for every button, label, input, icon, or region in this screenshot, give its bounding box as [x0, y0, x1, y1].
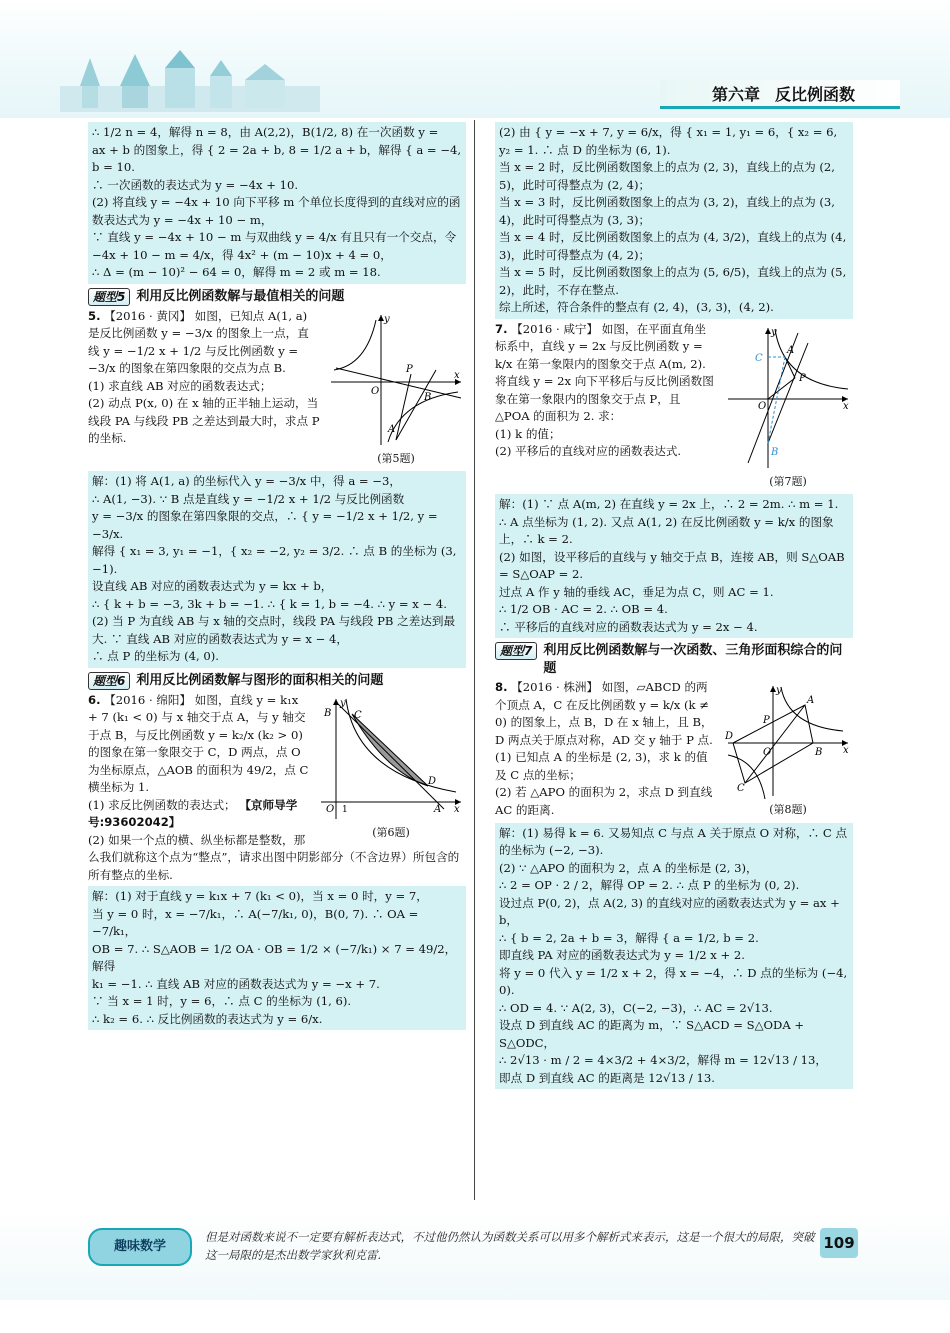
figure-7: [723, 323, 853, 491]
svg-text:y: y: [340, 697, 346, 709]
problem-text: (1) 已知点 A 的坐标是 (2, 3)，求 k 的值及 C 点的坐标；: [495, 750, 708, 782]
svg-text:A: A: [434, 803, 442, 815]
problem-text: (2) 若 △APO 的面积为 2，求点 D 到直线 AC 的距离.: [495, 785, 713, 817]
figure-caption: (第5题): [377, 451, 415, 465]
svg-text:B: B: [324, 707, 332, 719]
problem-text: 如图，▱ABCD 的两个顶点 A，C 在反比例函数 y = k/x (k ≠ 0) 的图象上，点 B，D 在 x 轴上，且 B，D 两点关于原点对称，AD 交 y 轴于 P 点.: [495, 680, 713, 747]
solution-continued: [88, 122, 466, 284]
section-title: 利用反比例函数解与图形的面积相关的问题: [136, 672, 384, 688]
castle-skyline-icon: [60, 50, 320, 112]
footer-note: 但是对函数来说不一定要有解析表达式，不过他仍然认为函数关系可以用多个解析式来表示，这是一个很大的局限，突破这一局限的是杰出数学家狄利克雷.: [205, 1230, 815, 1262]
solution-line: 过点 A 作 y 轴的垂线 AC，垂足为点 C，则 AC = 1.: [499, 584, 774, 599]
section-tag: 题型7: [495, 642, 537, 660]
solution-line: ax + b 的图象上，得 { 2 = 2a + b, 8 = 1/2 a + b，解得 { a = −4, b = 10.: [92, 142, 462, 174]
svg-text:P: P: [406, 363, 413, 375]
solution-line: 即点 D 到直线 AC 的距离是 12√13 / 13.: [499, 1070, 715, 1085]
figure-6-graph: [316, 694, 466, 824]
svg-text:A: A: [787, 344, 795, 356]
page-number: 109: [820, 1228, 858, 1258]
problem-5: [88, 308, 466, 470]
figure-7-graph: [723, 323, 853, 473]
problem-number: 7.: [495, 321, 508, 336]
svg-text:y: y: [776, 685, 782, 696]
svg-text:C: C: [755, 352, 763, 364]
solution-line: ∴ { b = 2, 2a + b = 3，解得 { a = 1/2, b = 2.: [499, 930, 759, 945]
solution-line: (2) 将直线 y = −4x + 10 向下平移 m 个单位长度得到的直线对应的函数表达式为 y = −4x + 10 − m，: [92, 195, 461, 227]
solution-line: ∴ 一次函数的表达式为 y = −4x + 10.: [92, 177, 299, 192]
problem-7: [495, 321, 853, 493]
svg-text:y: y: [384, 313, 390, 325]
problem-source: 【2016 · 绵阳】: [104, 692, 192, 707]
section-title: 利用反比例函数解与一次函数、三角形面积综合的问题: [543, 643, 843, 676]
solution-line: ∴ 点 P 的坐标为 (4, 0).: [92, 649, 219, 663]
svg-text:P: P: [763, 715, 770, 726]
svg-text:1: 1: [342, 804, 348, 815]
solution-line: ∴ 1/2 OB · AC = 2. ∴ OB = 4.: [499, 602, 668, 616]
solution-line: ∴ A(1, −3). ∵ B 点是直线 y = −1/2 x + 1/2 与反比例函数: [92, 491, 405, 506]
solution-line: 将 y = 0 代入 y = 1/2 x + 2，得 x = −4，∴ D 点的坐标为 (−4, 0).: [499, 965, 848, 997]
svg-text:D: D: [428, 775, 437, 787]
problem-text: (1) 求直线 AB 对应的函数表达式；: [88, 378, 272, 393]
svg-text:B: B: [815, 747, 823, 758]
problem-text: (2) 平移后的直线对应的函数表达式.: [495, 444, 682, 458]
solution-line: 当 x = 4 时，反比例函数图象上的点为 (4, 3/2)，直线上的点为 (4, 3)，此时可得整点为 (4, 2)；: [499, 230, 847, 262]
figure-5-graph: [326, 310, 466, 450]
figure-8-graph: [723, 681, 853, 801]
problem-number: 8.: [495, 680, 508, 694]
figure-5: [326, 310, 466, 468]
solution-line: k₁ = −1. ∴ 直线 AB 对应的函数表达式为 y = −x + 7.: [92, 976, 380, 991]
solution-line: 设过点 P(0, 2)，点 A(2, 3) 的直线对应的函数表达式为 y = ax + b，: [499, 895, 840, 927]
problem-text: 如图，已知点 A(1, a) 是反比例函数 y = −3/x 的图象上一点，直线 y = −1/2 x + 1/2 与反比例函数 y = −3/x 的图象在第四象限的交点为点 B.: [88, 308, 309, 375]
solution-line: 当 x = 3 时，反比例函数图象上的点为 (3, 2)，直线上的点为 (3, 4)，此时可得整点为 (3, 3)；: [499, 195, 835, 227]
problem-source: 【2016 · 株洲】: [511, 680, 599, 694]
solution-line: ∴ Δ = (m − 10)² − 64 = 0，解得 m = 2 或 m = 18.: [92, 265, 381, 279]
problem-8: [495, 679, 853, 821]
svg-text:A: A: [807, 695, 815, 706]
page-header: [0, 0, 950, 118]
chapter-title: 反比例函数: [774, 85, 855, 104]
svg-text:x: x: [454, 369, 460, 381]
solution-5: [88, 471, 466, 668]
solution-line: 当 x = 2 时，反比例函数图象上的点为 (2, 3)，直线上的点为 (2, 5)，此时可得整点为 (2, 4)；: [499, 160, 835, 192]
svg-text:x: x: [843, 400, 849, 412]
problem-text: (1) k 的值；: [495, 426, 561, 441]
svg-text:P: P: [799, 372, 806, 384]
solution-line: ∴ OD = 4. ∵ A(2, 3)，C(−2, −3)，∴ AC = 2√13.: [499, 1000, 773, 1015]
svg-text:A: A: [388, 423, 396, 435]
solution-line: ∴ { k + b = −3, 3k + b = −1. ∴ { k = 1, b = −4. ∴ y = x − 4.: [92, 596, 447, 611]
solution-6: [88, 886, 466, 1030]
solution-line: ∵ 直线 y = −4x + 10 − m 与双曲线 y = 4/x 有且只有一个交点，令 −4x + 10 − m = 4/x，得 4x² + (m − 10)x + 4 = 0，: [92, 230, 457, 262]
solution-line: 当 y = 0 时，x = −7/k₁，∴ A(−7/k₁, 0)，B(0, 7). ∴ OA = −7/k₁，: [92, 906, 419, 938]
solution-line: ∴ 2 = OP · 2 / 2，解得 OP = 2. ∴ 点 P 的坐标为 (0, 2).: [499, 878, 800, 892]
section-heading-6: [88, 672, 466, 690]
problem-text: (1) 求反比例函数的表达式；: [88, 797, 236, 812]
solution-line: ∴ A 点坐标为 (1, 2). 又点 A(1, 2) 在反比例函数 y = k/x 的图象上，∴ k = 2.: [499, 514, 834, 546]
section-title: 利用反比例函数解与最值相关的问题: [136, 288, 345, 304]
fun-math-logo: 趣味数学: [88, 1228, 192, 1266]
section-tag: 题型5: [88, 288, 130, 306]
solution-continued: [495, 122, 853, 319]
solution-line: (2) 由 { y = −x + 7, y = 6/x，得 { x₁ = 1, y₁ = 6，{ x₂ = 6, y₂ = 1. ∴ 点 D 的坐标为 (6, 1).: [499, 125, 838, 157]
problem-source: 【2016 · 黄冈】: [104, 308, 192, 323]
svg-text:B: B: [424, 391, 432, 403]
svg-text:y: y: [771, 326, 777, 338]
svg-text:D: D: [725, 731, 734, 742]
figure-8: [723, 681, 853, 819]
solution-line: ∵ 当 x = 1 时，y = 6，∴ 点 C 的坐标为 (1, 6).: [92, 994, 352, 1008]
problem-source: 【2016 · 咸宁】: [511, 321, 599, 336]
section-heading-7: [495, 642, 853, 677]
solution-line: ∴ 2√13 · m / 2 = 4×3/2 + 4×3/2，解得 m = 12√13 / 13，: [499, 1053, 828, 1067]
section-heading-5: [88, 288, 466, 306]
figure-6: [316, 694, 466, 842]
right-column: [495, 120, 853, 1091]
solution-line: 解：(1) 将 A(1, a) 的坐标代入 y = −3/x 中，得 a = −3，: [92, 474, 401, 488]
svg-text:O: O: [371, 385, 380, 397]
solution-line: 即直线 PA 对应的函数表达式为 y = 1/2 x + 2.: [499, 948, 745, 962]
solution-line: (2) 当 P 为直线 AB 与 x 轴的交点时，线段 PA 与线段 PB 之差达到最大. ∵ 直线 AB 对应的函数表达式为 y = x − 4，: [92, 614, 456, 646]
solution-line: 设点 D 到直线 AC 的距离为 m，∵ S△ACD = S△ODA + S△ODC，: [499, 1018, 805, 1050]
solution-line: ∴ 平移后的直线对应的函数表达式为 y = 2x − 4.: [499, 619, 758, 634]
problem-text: 如图，在平面直角坐标系中，直线 y = 2x 与反比例函数 y = k/x 在第一象限内的图象交于点 A(m, 2). 将直线 y = 2x 向下平移后与反比例函数图象在第一象限内的图象交于点 P，且 △POA 的面积为 2. 求：: [495, 321, 714, 423]
solution-line: (2) ∵ △APO 的面积为 2，点 A 的坐标是 (2, 3)，: [499, 860, 758, 875]
solution-line: y = −3/x 的图象在第四象限的交点，∴ { y = −1/2 x + 1/2, y = −3/x.: [92, 509, 438, 541]
problem-6: [88, 692, 466, 885]
svg-text:O: O: [326, 803, 335, 815]
svg-text:x: x: [454, 803, 460, 815]
problem-text: (2) 如果一个点的横、纵坐标都是整数，那么我们就称这个点为“整点”，请求出图中阴影部分（不含边界）所包含的所有整点的坐标.: [88, 832, 460, 882]
solution-line: (2) 如图，设平移后的直线与 y 轴交于点 B，连接 AB，则 S△OAB = S△OAP = 2.: [499, 549, 845, 581]
solution-line: 解：(1) 易得 k = 6. 又易知点 C 与点 A 关于原点 O 对称，∴ C 点的坐标为 (−2, −3).: [499, 825, 848, 857]
svg-text:B: B: [771, 446, 779, 458]
solution-line: 解得 { x₁ = 3, y₁ = −1，{ x₂ = −2, y₂ = 3/2. ∴ 点 B 的坐标为 (3, −1).: [92, 544, 457, 576]
solution-line: 设直线 AB 对应的函数表达式为 y = kx + b，: [92, 579, 333, 593]
problem-number: 5.: [88, 308, 101, 323]
guide-code: 【京师导学号:93602042】: [88, 797, 298, 829]
problem-text: (2) 动点 P(x, 0) 在 x 轴的正半轴上运动，当线段 PA 与线段 PB 之差达到最大时，求点 P 的坐标.: [88, 396, 320, 445]
solution-line: 解：(1) 对于直线 y = k₁x + 7 (k₁ < 0)，当 x = 0 时，y = 7，: [92, 889, 428, 903]
solution-line: ∴ k₂ = 6. ∴ 反比例函数的表达式为 y = 6/x.: [92, 1011, 323, 1026]
problem-number: 6.: [88, 692, 101, 707]
chapter-number: 第六章: [711, 85, 760, 104]
svg-text:C: C: [737, 783, 745, 794]
left-column: [88, 120, 466, 1032]
section-tag: 题型6: [88, 672, 130, 690]
solution-line: 解：(1) ∵ 点 A(m, 2) 在直线 y = 2x 上，∴ 2 = 2m. ∴ m = 1.: [499, 497, 839, 511]
solution-line: OB = 7. ∴ S△AOB = 1/2 OA · OB = 1/2 × (−7/k₁) × 7 = 49/2，解得: [92, 941, 457, 973]
column-divider: [474, 120, 475, 1200]
svg-text:C: C: [354, 709, 362, 721]
solution-line: 当 x = 5 时，反比例函数图象上的点为 (5, 6/5)，直线上的点为 (5, 2)，此时，不存在整点.: [499, 265, 847, 297]
svg-text:O: O: [763, 747, 772, 758]
problem-text: 如图，直线 y = k₁x + 7 (k₁ < 0) 与 x 轴交于点 A，与 y 轴交于点 B，与反比例函数 y = k₂/x (k₂ > 0) 的图象在第一象限交于 C，D 两点，点 O 为坐标原点，△AOB 的面积为 49/2，点 C 横坐标为 1.: [88, 692, 309, 794]
figure-caption: (第7题): [769, 474, 807, 488]
solution-line: ∴ 1/2 n = 4，解得 n = 8，由 A(2,2)，B(1/2, 8) 在一次函数 y =: [92, 125, 439, 139]
solution-7: [495, 494, 853, 638]
figure-caption: (第8题): [769, 803, 807, 816]
solution-line: 综上所述，符合条件的整点有 (2, 4)，(3, 3)，(4, 2).: [499, 300, 774, 314]
figure-caption: (第6题): [372, 825, 410, 839]
svg-text:x: x: [843, 745, 849, 756]
solution-8: [495, 823, 853, 1090]
svg-text:O: O: [758, 400, 767, 412]
